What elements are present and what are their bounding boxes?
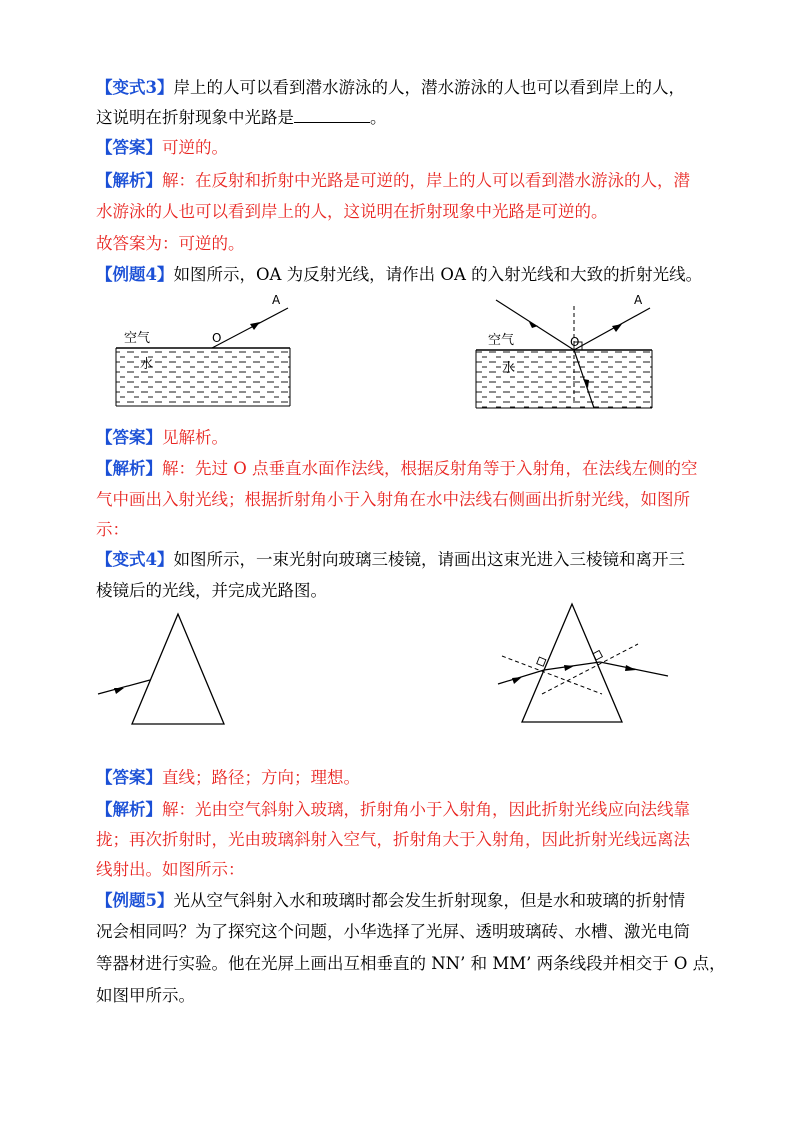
example5-line1: 【例题5】光从空气斜射入水和玻璃时都会发生折射现象，但是水和玻璃的折射情 bbox=[96, 891, 685, 910]
variant3-conclusion: 故答案为：可逆的。 bbox=[96, 234, 245, 253]
arrow-icon bbox=[612, 324, 622, 332]
reflected-ray-oa bbox=[212, 308, 288, 348]
variant4-question-line1: 【变式4】如图所示，一束光射向玻璃三棱镜，请画出这束光进入三棱镜和离开三 bbox=[96, 550, 685, 569]
variant3-question-line1: 【变式3】岸上的人可以看到潜水游泳的人，潜水游泳的人也可以看到岸上的人， bbox=[96, 78, 685, 97]
label-point-a: A bbox=[272, 293, 281, 307]
example4-analysis-line2: 气中画出入射光线；根据折射角小于入射角在水中法线右侧画出折射光线，如图所 bbox=[96, 490, 690, 509]
variant4-question-line2: 棱镜后的光线，并完成光路图。 bbox=[96, 581, 327, 600]
label-water: 水 bbox=[140, 357, 154, 372]
variant4-answer: 【答案】直线；路径；方向；理想。 bbox=[96, 768, 360, 787]
variant4-analysis-line2: 拢；再次折射时，光由玻璃斜射入空气，折射角大于入射角，因此折射光线远离法 bbox=[96, 830, 690, 849]
example4-analysis-line3: 示： bbox=[96, 520, 129, 539]
prism-triangle bbox=[132, 614, 224, 724]
arrow-icon bbox=[114, 688, 124, 694]
label-air: 空气 bbox=[124, 331, 151, 346]
normal-line-left bbox=[502, 656, 602, 694]
variant4-question-figure bbox=[96, 608, 256, 728]
variant3-answer: 【答案】可逆的。 bbox=[96, 138, 228, 157]
incident-ray bbox=[498, 670, 544, 684]
incident-ray bbox=[98, 680, 150, 694]
variant4-analysis-line1: 【解析】解：光由空气斜射入玻璃，折射角小于入射角，因此折射光线应向法线靠 bbox=[96, 800, 690, 819]
example4-tag: 【例题4】 bbox=[96, 265, 174, 284]
arrow-icon bbox=[564, 665, 574, 671]
example4-question-figure bbox=[112, 288, 294, 412]
variant4-analysis-line3: 线射出。如图所示： bbox=[96, 860, 245, 879]
example5-tag: 【例题5】 bbox=[96, 891, 174, 910]
label-water: 水 bbox=[502, 361, 516, 376]
label-point-o: O bbox=[212, 331, 222, 345]
example4-analysis-line1: 【解析】解：先过 O 点垂直水面作法线，根据反射角等于入射角，在法线左侧的空 bbox=[96, 459, 698, 478]
label-point-o: O bbox=[570, 335, 580, 349]
arrow-icon bbox=[625, 665, 636, 671]
example5-line2: 况会相同吗？为了探究这个问题，小华选择了光屏、透明玻璃砖、水槽、激光电筒 bbox=[96, 922, 690, 941]
variant3-analysis-line2: 水游泳的人也可以看到岸上的人，这说明在折射现象中光路是可逆的。 bbox=[96, 202, 608, 221]
example4-question: 【例题4】如图所示，OA 为反射光线，请作出 OA 的入射光线和大致的折射光线。 bbox=[96, 265, 703, 284]
label-air: 空气 bbox=[488, 333, 515, 348]
answer-blank bbox=[294, 108, 370, 123]
example5-line4: 如图甲所示。 bbox=[96, 986, 195, 1005]
variant3-analysis-line1: 【解析】解：在反射和折射中光路是可逆的，岸上的人可以看到潜水游泳的人，潜 bbox=[96, 171, 690, 190]
normal-line-right bbox=[542, 644, 638, 694]
variant4-tag: 【变式4】 bbox=[96, 550, 174, 569]
arrow-icon bbox=[512, 677, 522, 684]
example4-solution-figure bbox=[474, 288, 656, 412]
variant3-tag: 【变式3】 bbox=[96, 78, 174, 97]
variant3-question-line2: 这说明在折射现象中光路是 。 bbox=[96, 108, 387, 127]
arrow-icon bbox=[529, 322, 538, 328]
label-point-a: A bbox=[634, 293, 643, 307]
right-angle-mark bbox=[537, 657, 546, 666]
example4-answer: 【答案】见解析。 bbox=[96, 428, 228, 447]
reflected-ray bbox=[574, 308, 650, 350]
example5-line3: 等器材进行实验。他在光屏上画出互相垂直的 NN’ 和 MM’ 两条线段并相交于 O 点， bbox=[96, 954, 726, 973]
arrow-icon bbox=[250, 322, 260, 330]
variant4-solution-figure bbox=[492, 598, 672, 728]
